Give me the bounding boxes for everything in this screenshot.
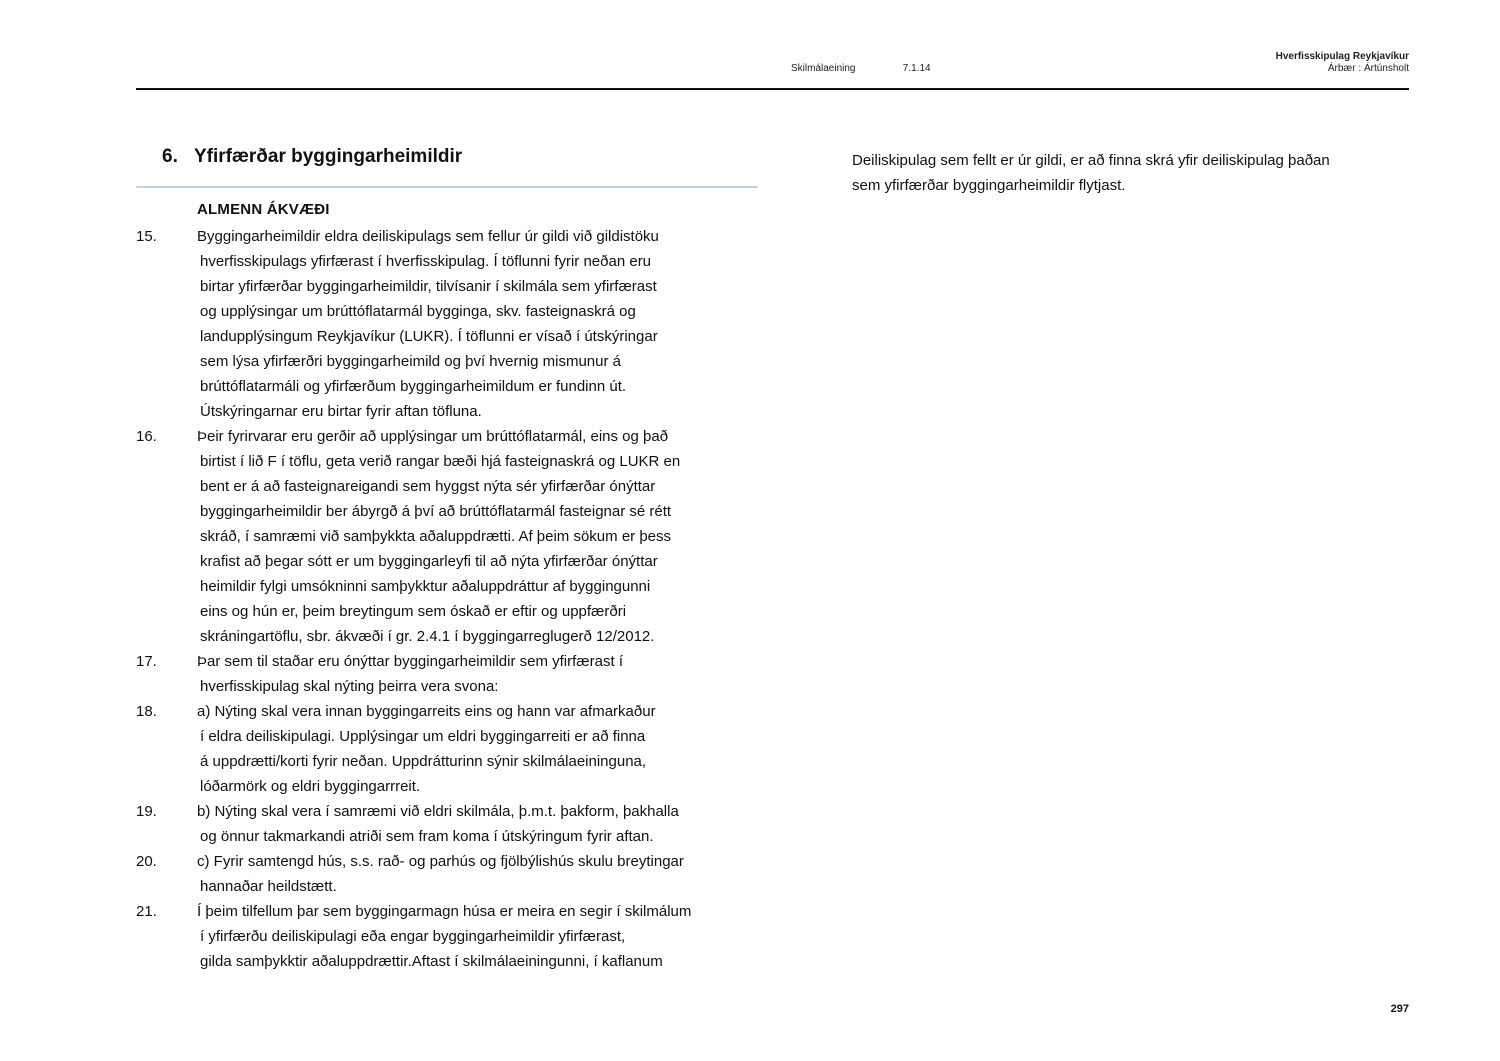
provision-text-line: í yfirfærðu deiliskipulagi eða engar byggingarheimildir yfirfærast, <box>200 928 626 945</box>
provision-text-line: eins og hún er, þeim breytingum sem óskað er eftir og uppfærðri <box>200 603 627 620</box>
page-number: 297 <box>1390 1003 1409 1015</box>
provision-text-line: birtar yfirfærðar byggingarheimildir, tilvísanir í skilmála sem yfirfærast <box>200 278 657 295</box>
provision-text-line: hverfisskipulags yfirfærast í hverfisskipulag. Í töflunni fyrir neðan eru <box>200 253 652 270</box>
provision-item <box>136 649 756 699</box>
provisions-list <box>136 224 756 974</box>
provision-text-line: Þar sem til staðar eru ónýttar byggingarheimildir sem yfirfærast í <box>197 653 623 670</box>
subheading: ALMENN ÁKVÆÐI <box>197 201 330 218</box>
provision-text-line: birtist í lið F í töflu, geta verið rangar bæði hjá fasteignaskrá og LUKR en <box>200 453 681 470</box>
provision-text-line: byggingarheimildir ber ábyrgð á því að brúttóflatarmál fasteignar sé rétt <box>200 503 672 520</box>
provision-number: 16. <box>136 428 157 445</box>
document-title: Hverfisskipulag Reykjavíkur <box>1275 51 1409 62</box>
provision-item <box>136 799 756 849</box>
provision-text-line: í eldra deiliskipulagi. Upplýsingar um eldri byggingarreiti er að finna <box>200 728 646 745</box>
provision-item <box>136 699 756 799</box>
provision-item <box>136 424 756 649</box>
provision-text-line: Í þeim tilfellum þar sem byggingarmagn húsa er meira en segir í skilmálum <box>197 903 692 920</box>
right-column-paragraph <box>852 148 1412 198</box>
provision-text-line: og önnur takmarkandi atriði sem fram koma í útskýringum fyrir aftan. <box>200 828 654 845</box>
provision-text-line: gilda samþykktir aðaluppdrættir.Aftast í skilmálaeiningunni, í kaflanum <box>200 953 663 970</box>
chapter-number: 6. <box>162 146 178 167</box>
section-label: Skilmálaeining <box>791 63 856 74</box>
provision-text-line: á uppdrætti/korti fyrir neðan. Uppdrátturinn sýnir skilmálaeininguna, <box>200 753 647 770</box>
chapter-heading <box>162 146 462 168</box>
provision-text-line: skráningartöflu, sbr. ákvæði í gr. 2.4.1 í byggingarreglugerð 12/2012. <box>200 628 655 645</box>
provision-text-line: Þeir fyrirvarar eru gerðir að upplýsingar um brúttóflatarmál, eins og það <box>197 428 669 445</box>
provision-text-line: a) Nýting skal vera innan byggingarreits eins og hann var afmarkaður <box>197 703 656 720</box>
provision-item <box>136 899 756 974</box>
provision-text-line: heimildir fylgi umsókninni samþykktur aðaluppdráttur af byggingunni <box>200 578 651 595</box>
provision-number: 20. <box>136 853 157 870</box>
provision-text-line: bent er á að fasteignareigandi sem hyggst nýta sér yfirfærðar ónýttar <box>200 478 656 495</box>
provision-text-line: brúttóflatarmáli og yfirfærðum byggingarheimildum er fundinn út. <box>200 378 627 395</box>
provision-text-line: Byggingarheimildir eldra deiliskipulags sem fellur úr gildi við gildistöku <box>197 228 659 245</box>
running-header-left <box>791 63 931 74</box>
chapter-divider <box>136 186 758 188</box>
provision-text-line: lóðarmörk og eldri byggingarrreit. <box>200 778 421 795</box>
paragraph-text-line: sem yfirfærðar byggingarheimildir flytjast. <box>852 177 1126 194</box>
provision-text-line: sem lýsa yfirfærðri byggingarheimild og því hvernig mismunur á <box>200 353 621 370</box>
provision-number: 18. <box>136 703 157 720</box>
provision-text-line: hverfisskipulag skal nýting þeirra vera svona: <box>200 678 499 695</box>
provision-text-line: b) Nýting skal vera í samræmi við eldri skilmála, þ.m.t. þakform, þakhalla <box>197 803 679 820</box>
provision-text-line: krafist að þegar sótt er um byggingarleyfi til að nýta yfirfærðar ónýttar <box>200 553 658 570</box>
paragraph-text-line: Deiliskipulag sem fellt er úr gildi, er að finna skrá yfir deiliskipulag þaðan <box>852 152 1330 169</box>
provision-item <box>136 224 756 424</box>
provision-number: 21. <box>136 903 157 920</box>
section-number: 7.1.14 <box>902 63 931 74</box>
provision-number: 15. <box>136 228 157 245</box>
provision-text-line: og upplýsingar um brúttóflatarmál bygginga, skv. fasteignaskrá og <box>200 303 636 320</box>
provision-text-line: skráð, í samræmi við samþykkta aðaluppdrætti. Af þeim sökum er þess <box>200 528 672 545</box>
provision-text-line: Útskýringarnar eru birtar fyrir aftan töfluna. <box>200 403 482 420</box>
header-divider <box>136 88 1409 90</box>
document-subtitle: Árbær : Ártúnsholt <box>1327 63 1409 74</box>
provision-text-line: hannaðar heildstætt. <box>200 878 337 895</box>
running-header-right <box>1276 51 1409 75</box>
provision-text-line: landupplýsingum Reykjavíkur (LUKR). Í töflunni er vísað í útskýringar <box>200 328 658 345</box>
provision-item <box>136 849 756 899</box>
provision-text-line: c) Fyrir samtengd hús, s.s. rað- og parhús og fjölbýlishús skulu breytingar <box>197 853 684 870</box>
provision-number: 19. <box>136 803 157 820</box>
chapter-title: Yfirfærðar byggingarheimildir <box>194 146 463 167</box>
provision-number: 17. <box>136 653 157 670</box>
